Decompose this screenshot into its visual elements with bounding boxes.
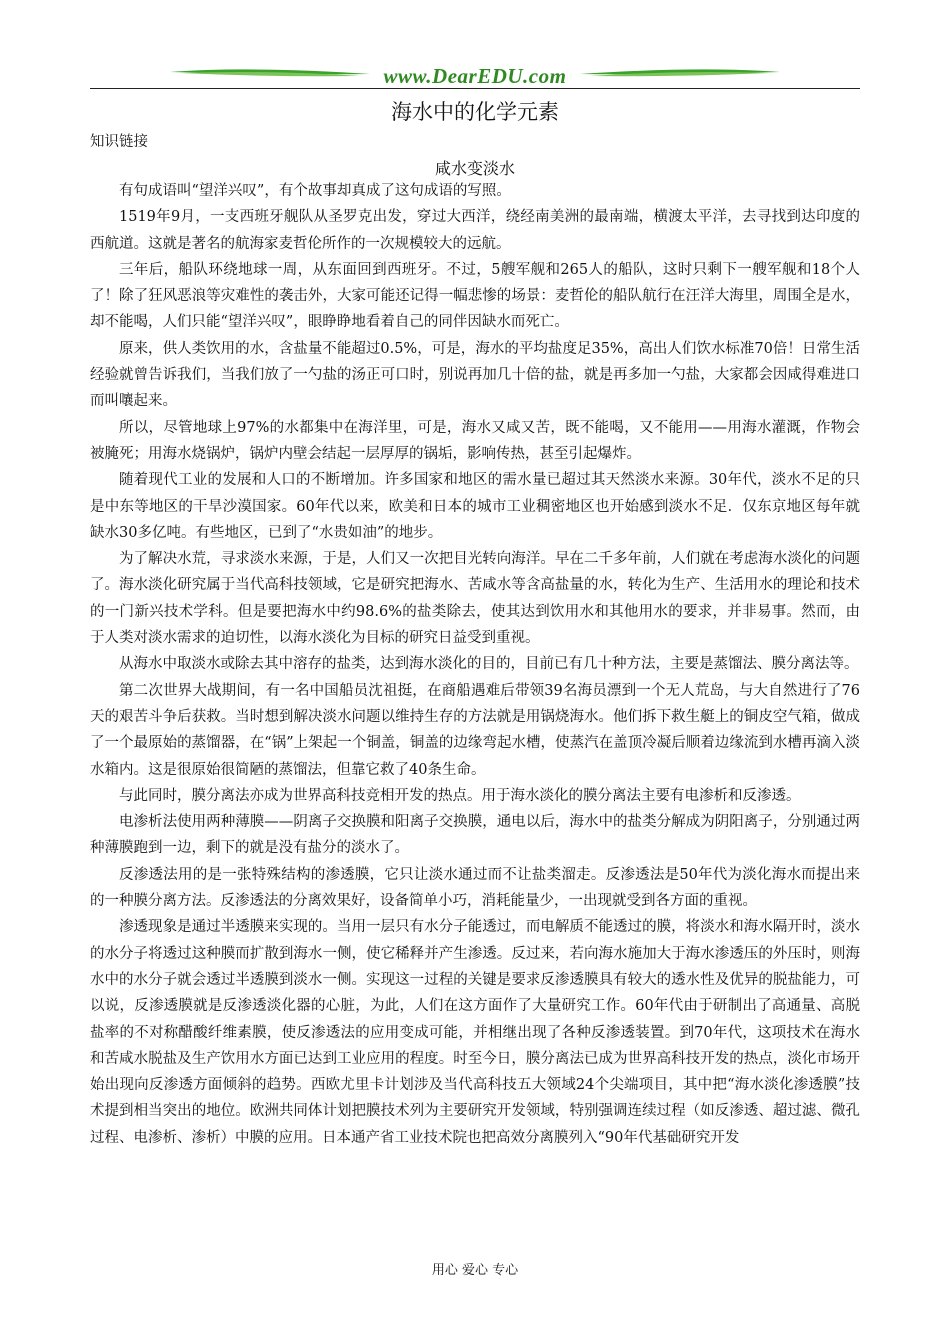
paragraph: 原来，供人类饮用的水，含盐量不能超过0.5%，可是，海水的平均盐度足35%，高出人们饮水标准70倍！日常生活经验就曾告诉我们，当我们放了一勺盐的汤正可口时，别说再加几十倍的盐，就是再多加一勺盐，大家都会因咸得难进口而叫嚷起来。 bbox=[90, 340, 860, 410]
paragraph: 为了解决水荒，寻求淡水来源，于是，人们又一次把目光转向海洋。早在二千多年前，人们就在考虑海水淡化的问题了。海水淡化研究属于当代高科技领域，它是研究把海水、苦咸水等含高盐量的水，转化为生产、生活用水的理论和技术的一门新兴技术学科。但是要把海水中约98.6%的盐类除去，使其达到饮用水和其他用水的要求，并非易事。然而，由于人类对淡水需求的迫切性，以海水淡化为目标的研究日益受到重视。 bbox=[90, 551, 860, 647]
paragraph: 电渗析法使用两种薄膜——阴离子交换膜和阳离子交换膜，通电以后，海水中的盐类分解成为阴阳离子，分别通过两种薄膜跑到一边，剩下的就是没有盐分的淡水了。 bbox=[90, 814, 860, 857]
paragraph: 有句成语叫“望洋兴叹”，有个故事却真成了这句成语的写照。 bbox=[119, 183, 511, 199]
paragraph: 三年后，船队环绕地球一周，从东面回到西班牙。不过，5艘军舰和265人的船队，这时只剩下一艘军舰和18个人了！除了狂风恶浪等灾难性的袭击外，大家可能还记得一幅悲惨的场景：麦哲伦的船队航行在汪洋大海里，周围全是水，却不能喝，人们只能“望洋兴叹”，眼睁睁地看着自己的同伴因缺水而死亡。 bbox=[90, 261, 860, 331]
page-title: 海水中的化学元素 bbox=[391, 100, 559, 124]
site-logo-text[interactable]: www.DearEDU.com bbox=[383, 64, 567, 88]
header-rule bbox=[90, 88, 860, 89]
page-footer: 用心 爱心 专心 bbox=[431, 1263, 519, 1278]
paragraph: 第二次世界大战期间，有一名中国船员沈祖挺，在商船遇难后带领39名海员漂到一个无人荒岛，与大自然进行了76天的艰苦斗争后获救。当时想到解决淡水问题以维持生存的方法就是用锅烧海水。他们拆下救生艇上的铜皮空气箱，做成了一个最原始的蒸馏器，在“锅”上架起一个铜盖，铜盖的边缘弯起水槽，使蒸汽在盖顶冷凝后顺着边缘流到水槽再滴入淡水箱内。这是很原始很简陋的蒸馏法，但靠它救了40条生命。 bbox=[90, 682, 860, 778]
section-label: 知识链接 bbox=[90, 134, 148, 150]
paragraph: 从海水中取淡水或除去其中溶存的盐类，达到海水淡化的目的，目前已有几十种方法，主要是蒸馏法、膜分离法等。 bbox=[119, 656, 859, 673]
paragraph: 1519年9月，一支西班牙舰队从圣罗克出发，穿过大西洋，绕经南美洲的最南端，横渡太平洋，去寻找到达印度的西航道。这就是著名的航海家麦哲伦所作的一次规模较大的远航。 bbox=[90, 209, 860, 252]
paragraph: 随着现代工业的发展和人口的不断增加。许多国家和地区的需水量已超过其天然淡水来源。30年代，淡水不足的只是中东等地区的干旱沙漠国家。60年代以来，欧美和日本的城市工业稠密地区也开始感到淡水不足．仅东京地区每年就缺水30多亿吨。有些地区，已到了“水贵如油”的地步。 bbox=[90, 472, 860, 541]
paragraph: 反渗透法用的是一张特殊结构的渗透膜，它只让淡水通过而不让盐类溜走。反渗透法是50年代为淡化海水而提出来的一种膜分离方法。反渗透法的分离效果好，设备简单小巧，消耗能量少，一出现就受到各方面的重视。 bbox=[90, 866, 860, 910]
article-subtitle: 咸水变淡水 bbox=[434, 159, 515, 178]
paragraph: 与此同时，膜分离法亦成为世界高科技竞相开发的热点。用于海水淡化的膜分离法主要有电渗析和反渗透。 bbox=[119, 787, 801, 804]
paragraph: 渗透现象是通过半透膜来实现的。当用一层只有水分子能透过，而电解质不能透过的膜，将淡水和海水隔开时，淡水的水分子将透过这种膜而扩散到海水一侧，使它稀释并产生渗透。反过来，若向海水施加大于海水渗透压的外压时，则海水中的水分子就会透过半透膜到淡水一侧。实现这一过程的关键是要求反渗透膜具有较大的透水性及优异的脱盐能力，可以说，反渗透膜就是反渗透淡化器的心脏，为此，人们在这方面作了大量研究工作。60年代由于研制出了高通量、高脱盐率的不对称醋酸纤维素膜，使反渗透法的应用变成可能，并相继出现了各种反渗透装置。到70年代，这项技术在海水和苦咸水脱盐及生产饮用水方面已达到工业应用的程度。时至今日，膜分离法已成为世界高科技开发的热点，淡化市场开始出现向反渗透方面倾斜的趋势。西欧尤里卡计划涉及当代高科技五大领域24个尖端项目，其中把“海水淡化渗透膜”技术提到相当突出的地位。欧洲共同体计划把膜技术列为主要研究开发领域，特别强调连续过程（如反渗透、超过滤、微孔过程、电渗析、渗析）中膜的应用。日本通产省工业技术院也把高效分离膜列入“90年代基础研究开发 bbox=[90, 919, 860, 1146]
article-body bbox=[90, 178, 860, 1151]
paragraph: 所以，尽管地球上97%的水都集中在海洋里，可是，海水又咸又苦，既不能喝，又不能用——用海水灌溉，作物会被腌死；用海水烧锅炉，锅炉内壁会结起一层厚厚的锅垢，影响传热，甚至引起爆炸。 bbox=[90, 419, 860, 462]
